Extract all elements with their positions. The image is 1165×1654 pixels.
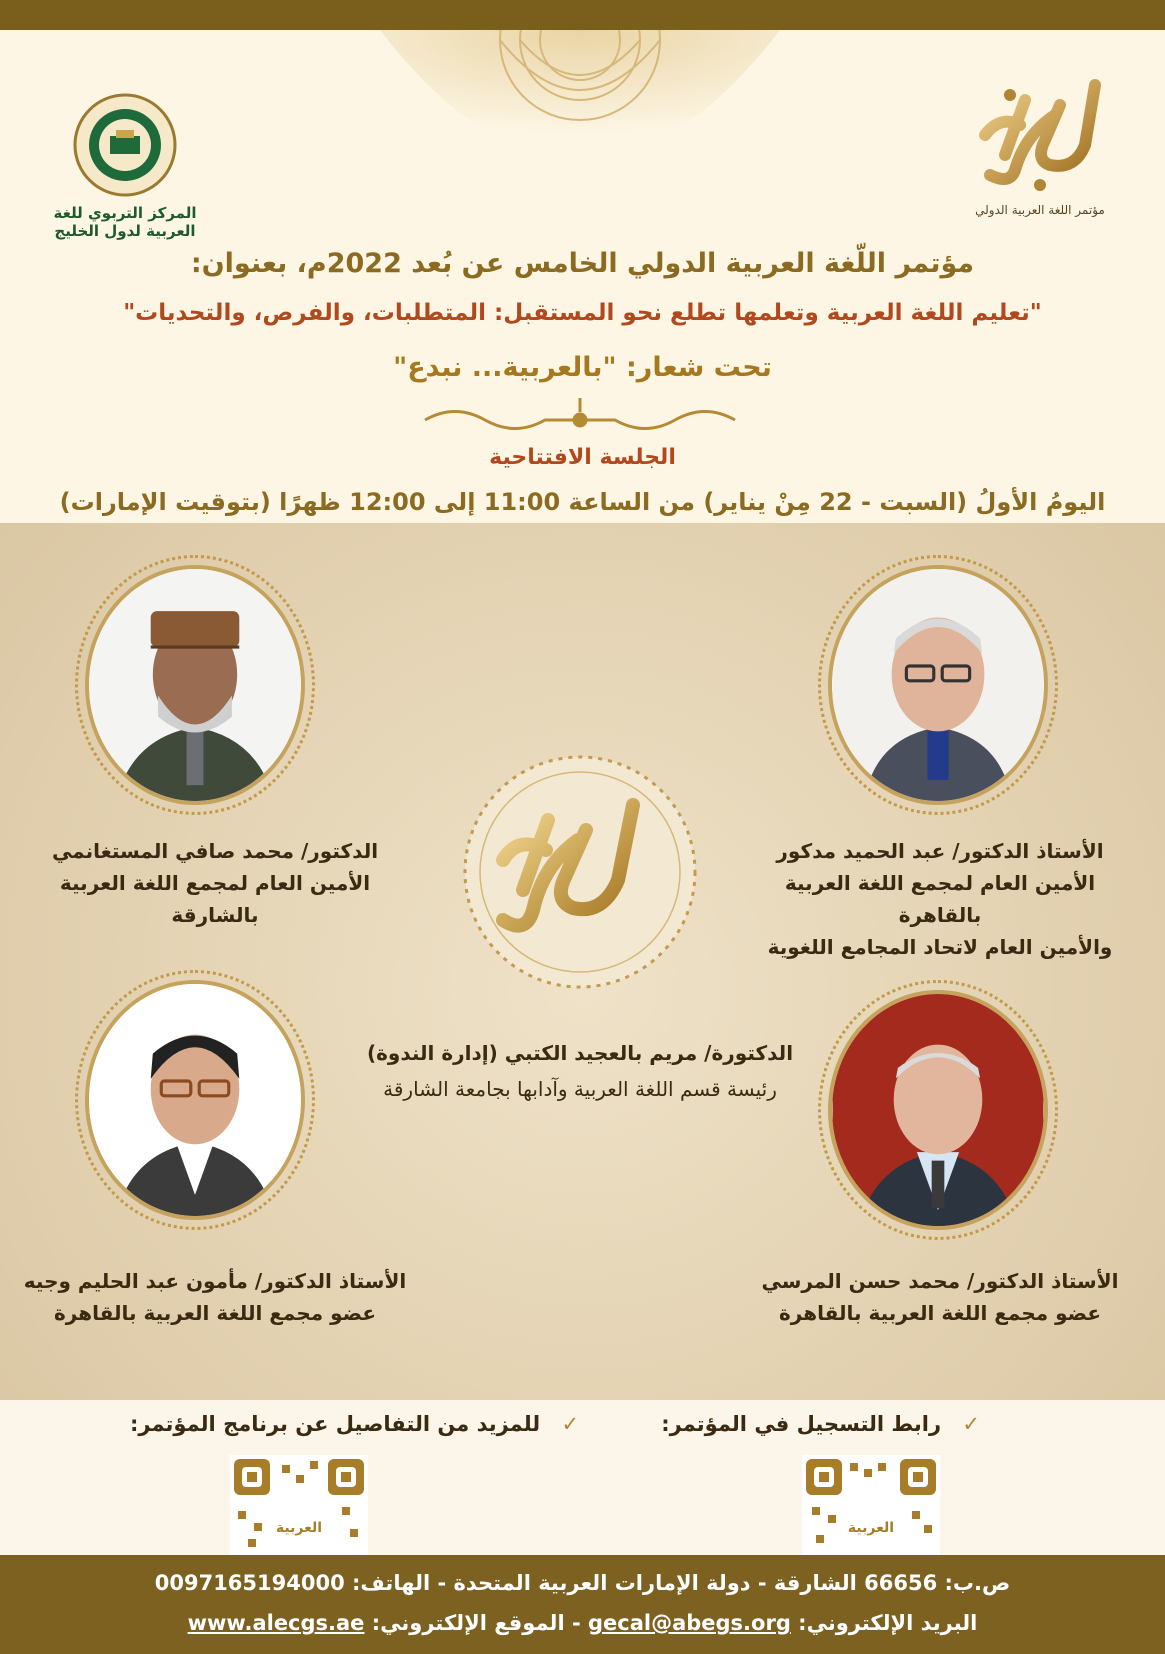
speaker-title: الأمين العام لمجمع اللغة العربية بالقاهرة [784,871,1096,927]
speaker-title: عضو مجمع اللغة العربية بالقاهرة [53,1301,377,1325]
moderator-name: الدكتورة/ مريم بالعجيد الكتبي (إدارة الندوة) [366,1041,794,1065]
center-logo [458,750,703,995]
check-icon: ✓ [962,1412,980,1436]
speaker-portrait [818,980,1058,1240]
logo-left-caption: المركز التربوي للغة العربية لدول الخليج [53,204,197,240]
conference-title: مؤتمر اللّغة العربية الدولي الخامس عن بُعد 2022م، بعنوان: [190,248,975,279]
speaker-title: عضو مجمع اللغة العربية بالقاهرة [778,1301,1102,1325]
abegs-center-logo [40,90,210,240]
speaker-card [760,1265,1120,1329]
website-link[interactable]: www.alecgs.ae [187,1611,365,1635]
speaker-title: والأمين العام لاتحاد المجامع اللغوية [767,935,1113,959]
speaker-name: الأستاذ الدكتور/ محمد حسن المرسي [761,1269,1119,1293]
speaker-portrait [75,970,315,1230]
alarabiya-logo [965,75,1115,225]
person-photo-icon [832,569,1044,801]
check-icon: ✓ [561,1412,580,1436]
footer [0,1555,1165,1654]
alarabiya-calligraphy-icon [965,75,1115,195]
moderator-card [350,1035,810,1107]
header [0,30,1165,523]
person-photo-icon [832,994,1044,1226]
conference-theme: "تعليم اللغة العربية وتعلمها تطلع نحو المستقبل: المتطلبات، والفرص، والتحديات" [123,300,1042,326]
slogan: تحت شعار: "بالعربية... نبدع" [393,352,772,383]
top-bar [0,0,1165,30]
speaker-title: بالشارقة [171,903,259,927]
alarabiya-medallion-icon [458,750,703,995]
speaker-name: الدكتور/ محمد صافي المستغانمي [51,839,379,863]
speaker-portrait [75,555,315,815]
footer-address: ص.ب: 66656 الشارقة - دولة الإمارات العربية المتحدة - الهاتف: 0097165194000 [154,1571,1011,1595]
email-label: البريد الإلكتروني: [798,1611,978,1635]
person-photo-icon [89,984,301,1216]
speaker-card [45,835,385,931]
logo-right-caption: مؤتمر اللغة العربية الدولي [975,203,1105,217]
register-link-label: ✓ رابط التسجيل في المؤتمر: [661,1412,980,1436]
arabesque-ornament-icon [380,30,780,160]
person-photo-icon [89,569,301,801]
program-link-label: ✓ للمزيد من التفاصيل عن برنامج المؤتمر: [130,1412,580,1436]
speaker-title: الأمين العام لمجمع اللغة العربية [59,871,371,895]
email-link[interactable]: gecal@abegs.org [587,1611,791,1635]
svg-text:العربية: العربية [847,1520,895,1536]
session-time: اليومُ الأولُ (السبت - 22 مِنْ يناير) من الساعة 11:00 إلى 12:00 ظهرًا (بتوقيت الإمارات) [59,488,1106,516]
footer-contacts [0,1611,1165,1635]
speaker-name: الأستاذ الدكتور/ عبد الحميد مدكور [776,839,1104,863]
emblem-icon [70,90,180,200]
speaker-name: الأستاذ الدكتور/ مأمون عبد الحليم وجيه [23,1269,407,1293]
speaker-portrait [818,555,1058,815]
site-label: - الموقع الإلكتروني: [371,1611,581,1635]
divider-ornament-icon [415,398,745,438]
speaker-card [760,835,1120,963]
moderator-title: رئيسة قسم اللغة العربية وآدابها بجامعة الشارقة [383,1077,777,1101]
speaker-card [15,1265,415,1329]
svg-text:العربية: العربية [275,1520,323,1536]
session-name: الجلسة الافتتاحية [489,445,676,470]
